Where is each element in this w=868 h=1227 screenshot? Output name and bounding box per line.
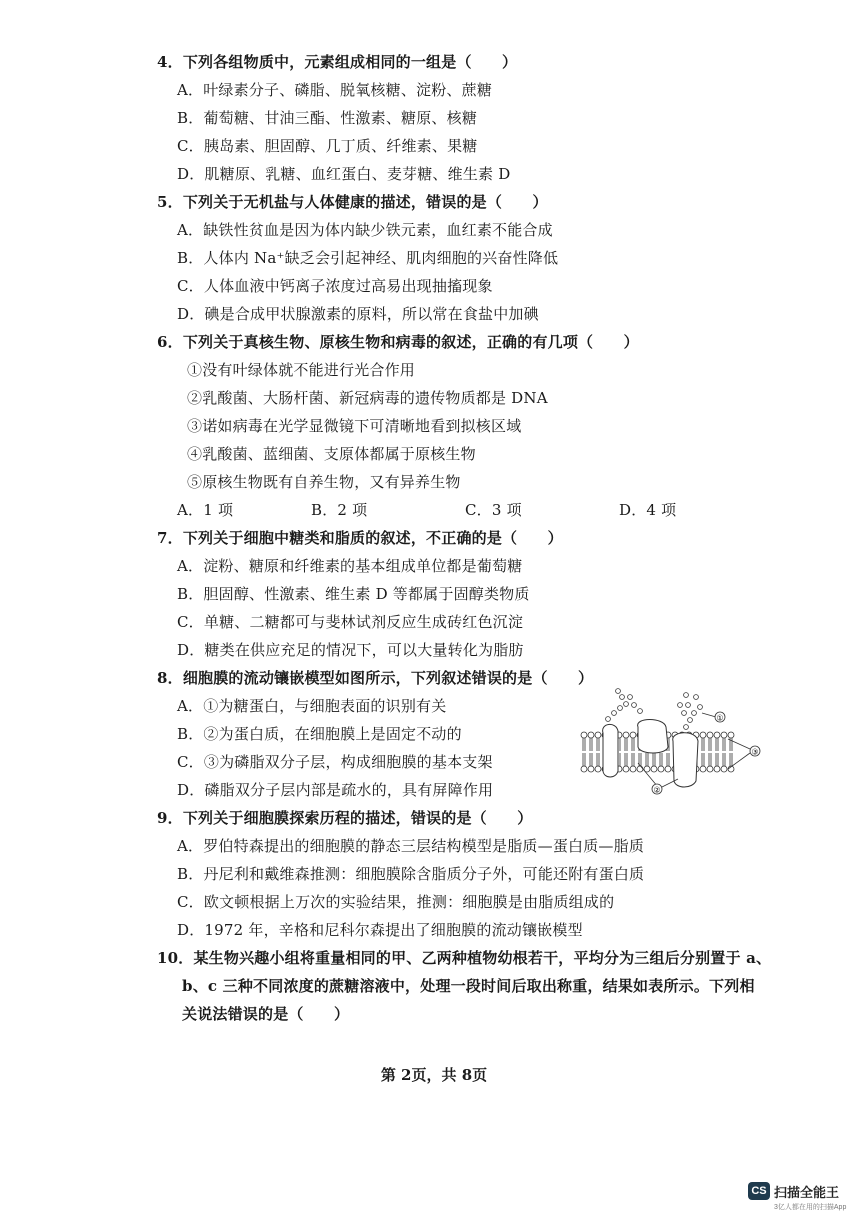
q10-stem-line-2: b、c 三种不同浓度的蔗糖溶液中，处理一段时间后取出称重，结果如表所示。下列相: [182, 977, 755, 995]
phospholipid-head: [637, 766, 643, 772]
q7-option-d: D．糖类在供应充足的情况下，可以大量转化为脂肪: [177, 641, 524, 659]
q10-stem-line-3: 关说法错误的是（ ）: [182, 1005, 350, 1023]
phospholipid-head: [595, 732, 601, 738]
q6-option-b: B．2 项: [311, 501, 368, 519]
q6-option-c: C．3 项: [465, 501, 522, 519]
phospholipid-tail: [702, 738, 704, 751]
q9-option-b: B．丹尼利和戴维森推测：细胞膜除含脂质分子外，可能还附有蛋白质: [177, 865, 645, 883]
phospholipid-tail: [597, 753, 599, 766]
q6-stem: 6．下列关于真核生物、原核生物和病毒的叙述，正确的有几项（ ）: [157, 333, 639, 351]
phospholipid-tail: [590, 738, 592, 751]
phospholipid-head: [700, 766, 706, 772]
q6-option-a: A．1 项: [177, 501, 234, 519]
phospholipid-tail: [723, 738, 725, 751]
label-3: ③: [751, 747, 759, 757]
q6-statement-1: ①没有叶绿体就不能进行光合作用: [187, 361, 416, 379]
q6-option-d: D．4 项: [619, 501, 677, 519]
phospholipid-head: [721, 766, 727, 772]
protein-middle: [638, 720, 668, 754]
q8-option-d: D．磷脂双分子层内部是疏水的，具有屏障作用: [177, 781, 494, 799]
phospholipid-head: [707, 732, 713, 738]
q8-option-b: B．②为蛋白质，在细胞膜上是固定不动的: [177, 725, 462, 743]
phospholipid-head: [707, 766, 713, 772]
q7-option-a: A．淀粉、糖原和纤维素的基本组成单位都是葡萄糖: [177, 557, 523, 575]
phospholipid-head: [721, 732, 727, 738]
phospholipid-tail: [723, 753, 725, 766]
phospholipid-tail: [709, 738, 711, 751]
scanner-watermark: [748, 1180, 858, 1222]
q8-option-a: A．①为糖蛋白，与细胞表面的识别有关: [177, 697, 447, 715]
phospholipid-tail: [702, 753, 704, 766]
q7-option-b: B．胆固醇、性激素、维生素 D 等都属于固醇类物质: [177, 585, 530, 603]
phospholipid-tail: [632, 738, 634, 751]
phospholipid-tail: [660, 753, 662, 766]
q8-option-c: C．③为磷脂双分子层，构成细胞膜的基本支架: [177, 753, 493, 771]
phospholipid-tail: [653, 753, 655, 766]
protein-right: [673, 733, 698, 787]
q5-option-a: A．缺铁性贫血是因为体内缺少铁元素，血红素不能合成: [177, 221, 553, 239]
q5-option-b: B．人体内 Na⁺缺乏会引起神经、肌肉细胞的兴奋性降低: [177, 249, 559, 267]
q9-option-d: D．1972 年，辛格和尼科尔森提出了细胞膜的流动镶嵌模型: [177, 921, 583, 939]
scanner-logo-icon: CS: [748, 1182, 770, 1200]
q6-statement-4: ④乳酸菌、蓝细菌、支原体都属于原核生物: [187, 445, 476, 463]
phospholipid-head: [623, 766, 629, 772]
phospholipid-tail: [632, 753, 634, 766]
q6-statement-5: ⑤原核生物既有自养生物，又有异养生物: [187, 473, 461, 491]
q5-option-c: C．人体血液中钙离子浓度过高易出现抽搐现象: [177, 277, 493, 295]
label-1: ①: [716, 713, 724, 723]
scanner-tagline: 3亿人都在用的扫描App: [774, 1204, 847, 1211]
phospholipid-head: [623, 732, 629, 738]
phospholipid-tail: [667, 753, 669, 766]
phospholipid-head: [665, 766, 671, 772]
phospholipid-head: [728, 732, 734, 738]
q9-stem: 9．下列关于细胞膜探索历程的描述，错误的是（ ）: [157, 809, 533, 827]
q10-stem-line-1: 10．某生物兴趣小组将重量相同的甲、乙两种植物幼根若干，平均分为三组后分别置于 a、: [157, 949, 772, 967]
phospholipid-tail: [583, 753, 585, 766]
phospholipid-head: [581, 732, 587, 738]
membrane-diagram: [578, 683, 763, 798]
q4-option-b: B．葡萄糖、甘油三酯、性激素、糖原、核糖: [177, 109, 478, 127]
phospholipid-tail: [583, 738, 585, 751]
q6-statement-3: ③诺如病毒在光学显微镜下可清晰地看到拟核区域: [187, 417, 522, 435]
phospholipid-tail: [730, 753, 732, 766]
phospholipid-head: [581, 766, 587, 772]
scanner-name: 扫描全能王: [774, 1185, 840, 1200]
q5-stem: 5．下列关于无机盐与人体健康的描述，错误的是（ ）: [157, 193, 548, 211]
label-2: ②: [653, 785, 661, 795]
phospholipid-tail: [590, 753, 592, 766]
phospholipid-tail: [597, 738, 599, 751]
phospholipid-tail: [625, 753, 627, 766]
phospholipid-head: [588, 732, 594, 738]
phospholipid-head: [651, 766, 657, 772]
q9-option-c: C．欧文顿根据上万次的实验结果，推测：细胞膜是由脂质组成的: [177, 893, 615, 911]
phospholipid-tail: [716, 738, 718, 751]
q4-option-a: A．叶绿素分子、磷脂、脱氧核糖、淀粉、蔗糖: [177, 81, 493, 99]
phospholipid-tail: [716, 753, 718, 766]
phospholipid-tail: [625, 738, 627, 751]
q7-stem: 7．下列关于细胞中糖类和脂质的叙述，不正确的是（ ）: [157, 529, 563, 547]
q4-option-c: C．胰岛素、胆固醇、几丁质、纤维素、果糖: [177, 137, 478, 155]
phospholipid-head: [595, 766, 601, 772]
q4-stem: 4．下列各组物质中，元素组成相同的一组是（ ）: [157, 53, 518, 71]
q8-stem: 8．细胞膜的流动镶嵌模型如图所示，下列叙述错误的是（ ）: [157, 669, 594, 687]
q7-option-c: C．单糖、二糖都可与斐林试剂反应生成砖红色沉淀: [177, 613, 524, 631]
phospholipid-tail: [709, 753, 711, 766]
phospholipid-head: [658, 766, 664, 772]
phospholipid-head: [714, 732, 720, 738]
phospholipid-head: [700, 732, 706, 738]
q4-option-d: D．肌糖原、乳糖、血红蛋白、麦芽糖、维生素 D: [177, 165, 511, 183]
phospholipid-head: [588, 766, 594, 772]
phospholipid-head: [630, 732, 636, 738]
phospholipid-head: [714, 766, 720, 772]
phospholipid-tail: [646, 753, 648, 766]
q9-option-a: A．罗伯特森提出的细胞膜的静态三层结构模型是脂质—蛋白质—脂质: [177, 837, 645, 855]
q5-option-d: D．碘是合成甲状腺激素的原料，所以常在食盐中加碘: [177, 305, 539, 323]
phospholipid-head: [630, 766, 636, 772]
page-number: 第 2页，共 8页: [380, 1066, 488, 1084]
q6-statement-2: ②乳酸菌、大肠杆菌、新冠病毒的遗传物质都是 DNA: [187, 389, 548, 407]
protein-left: [603, 724, 618, 777]
